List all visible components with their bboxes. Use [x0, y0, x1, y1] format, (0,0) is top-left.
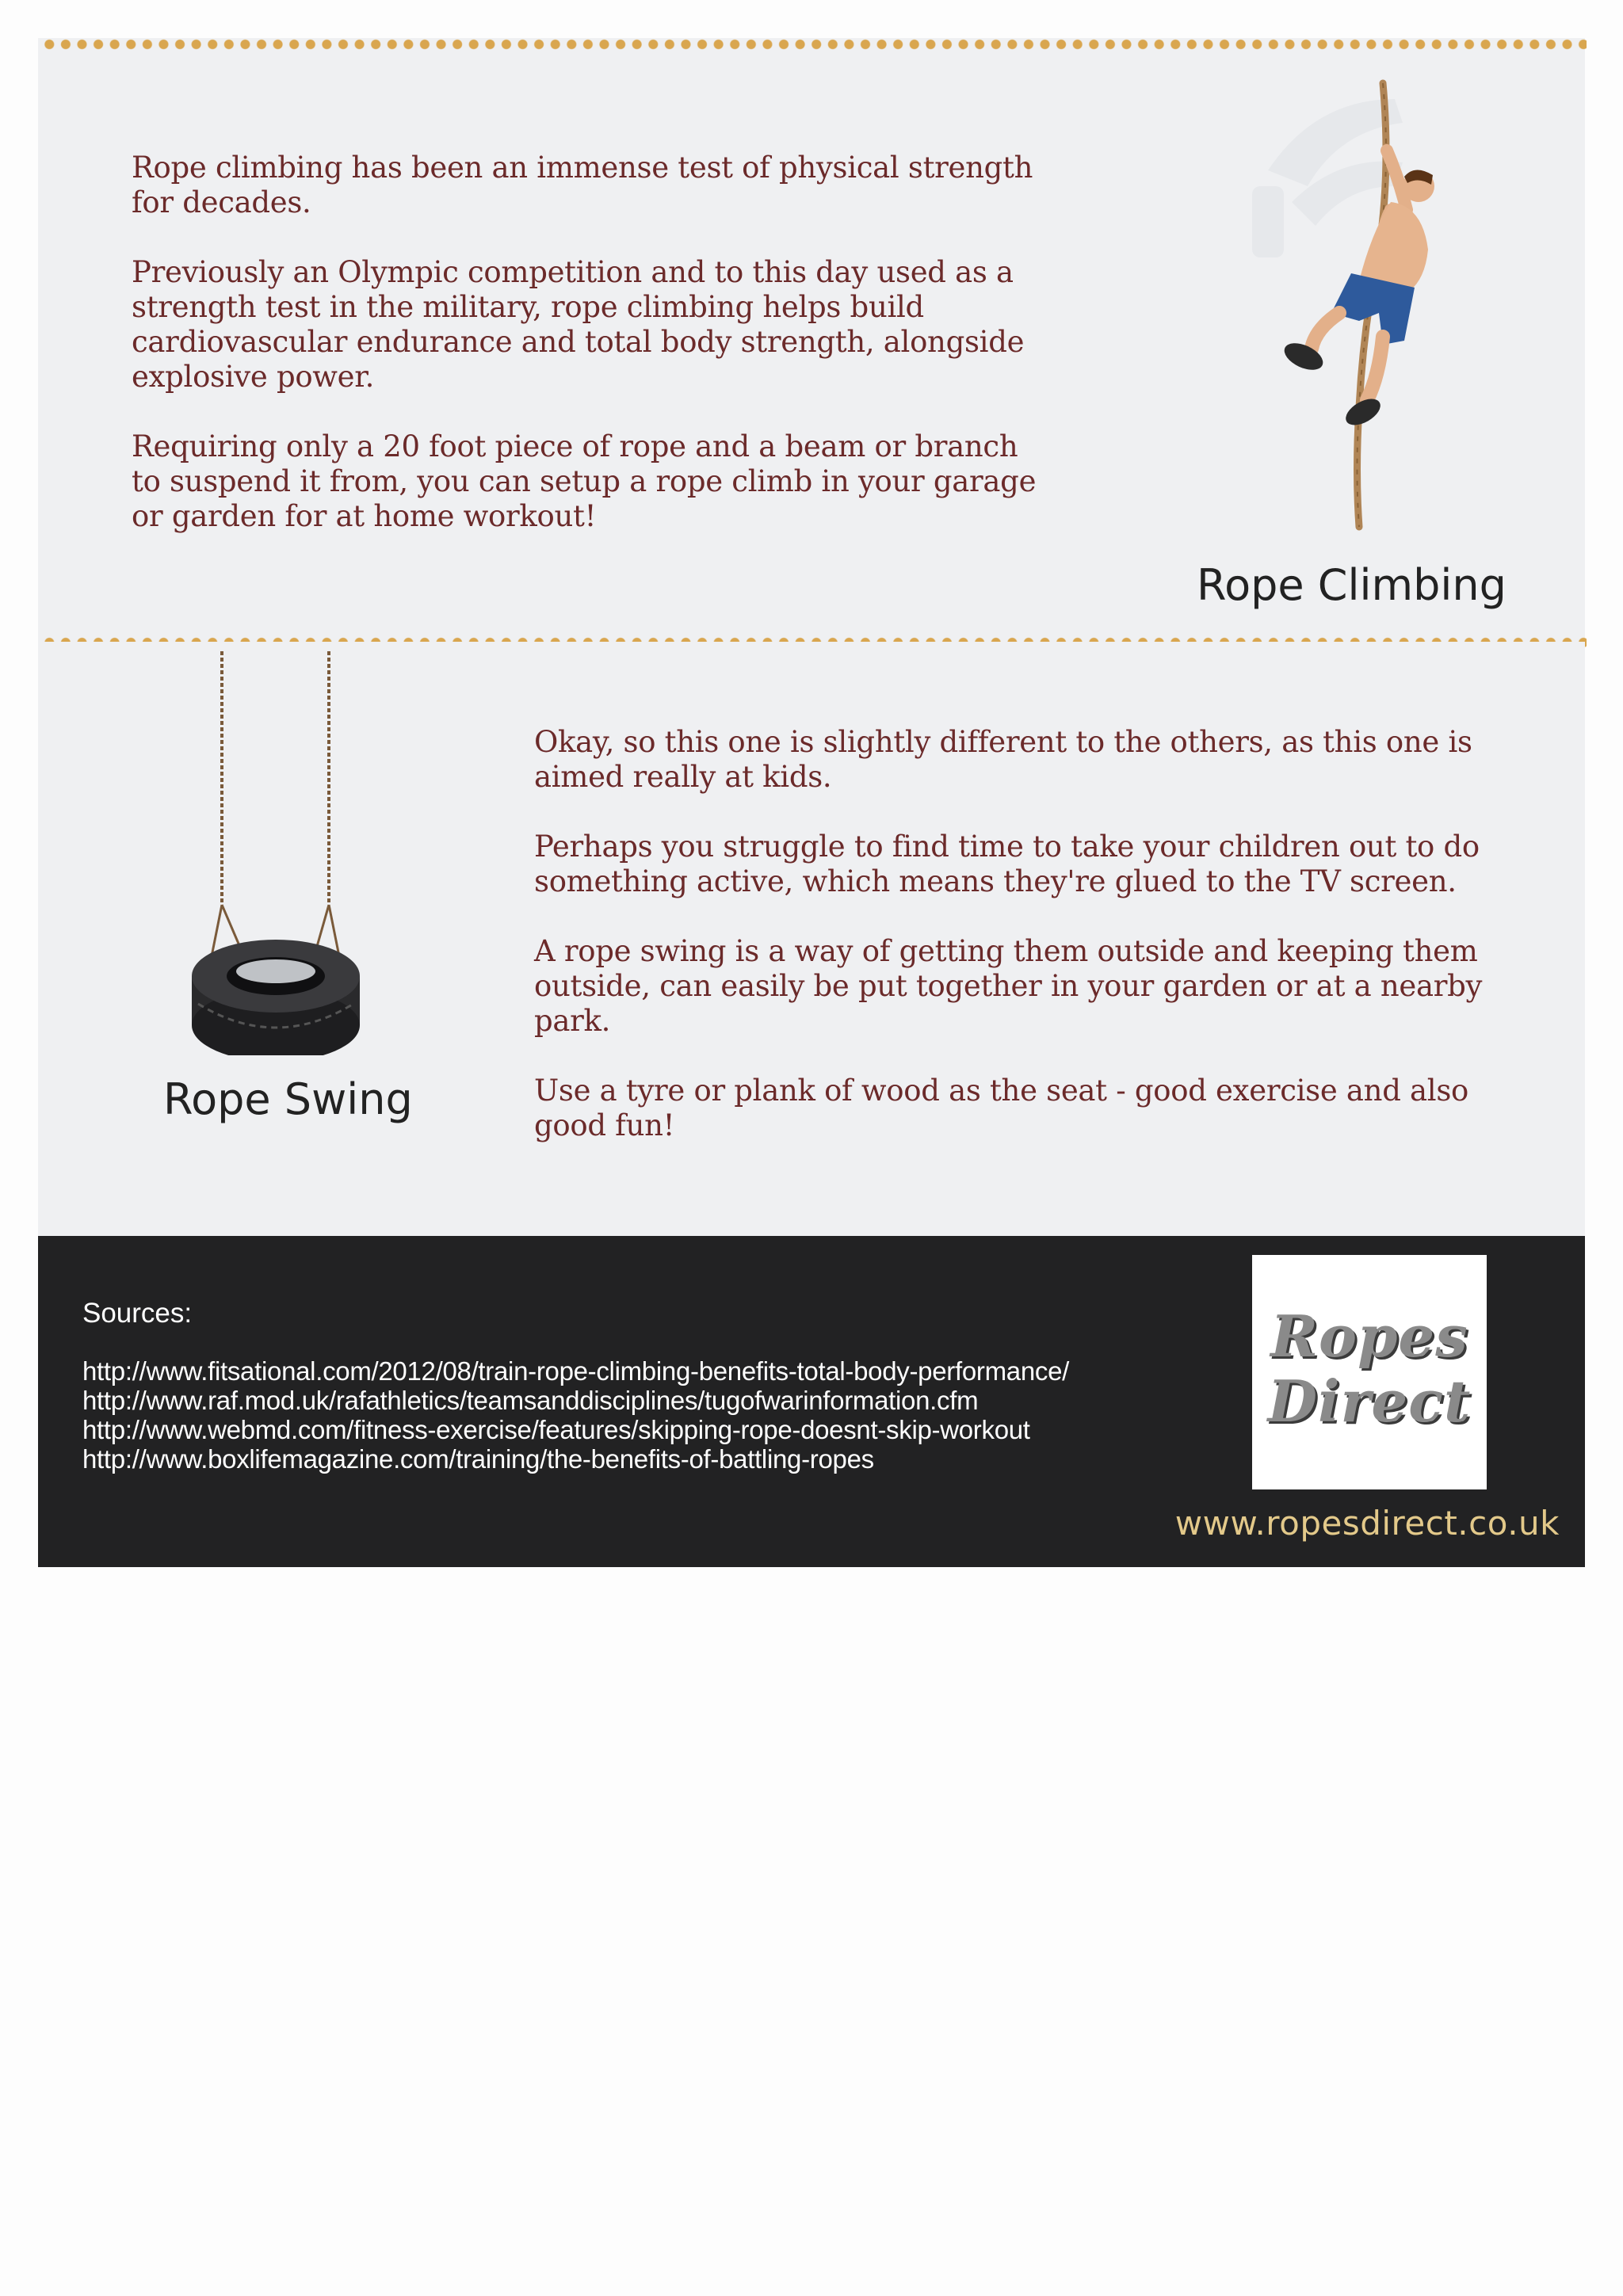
rope-swing-paragraph-1: Okay, so this one is slightly different to the others, as this one is aimed really at kids.: [534, 725, 1472, 794]
sources-list: [82, 1356, 1069, 1474]
rope-climbing-paragraph-2: Previously an Olympic competition and to this day used as a strength test in the military, rope climbing helps build cardiovascular endurance and total body strength, alongside explosive power.: [132, 255, 1025, 394]
source-link[interactable]: http://www.raf.mod.uk/rafathletics/teamsanddisciplines/tugofwarinformation.cfm: [82, 1386, 979, 1415]
source-link[interactable]: http://www.boxlifemagazine.com/training/the-benefits-of-battling-ropes: [82, 1444, 874, 1474]
rope-climbing-paragraph-1: Rope climbing has been an immense test of physical strength for decades.: [132, 151, 1033, 219]
tyre-swing-illustration: [182, 651, 380, 1055]
logo-text-direct: Direct: [1267, 1367, 1472, 1435]
footer: [38, 1236, 1585, 1567]
rope-swing-title: Rope Swing: [163, 1074, 413, 1124]
rope-swing-paragraph-3: A rope swing is a way of getting them outside and keeping them outside, can easily be put together in your garden or at a nearby park.: [534, 934, 1483, 1038]
rope-climbing-paragraph-3: Requiring only a 20 foot piece of rope and a beam or branch to suspend it from, you can setup a rope climb in your garage or garden for at home workout!: [132, 429, 1037, 533]
rope-climber-illustration: [1220, 75, 1458, 535]
website-url[interactable]: www.ropesdirect.co.uk: [1174, 1504, 1560, 1543]
sources-label: Sources:: [82, 1298, 193, 1329]
logo-text-ropes: Ropes: [1270, 1302, 1468, 1370]
ropes-direct-logo: [1252, 1255, 1487, 1489]
source-link[interactable]: http://www.webmd.com/fitness-exercise/features/skipping-rope-doesnt-skip-workout: [82, 1415, 1030, 1444]
rope-swing-paragraph-4: Use a tyre or plank of wood as the seat - good exercise and also good fun!: [534, 1074, 1469, 1142]
rope-climbing-title: Rope Climbing: [1197, 560, 1507, 610]
rope-swing-paragraph-2: Perhaps you struggle to find time to take your children out to do something active, which means they're glued to the TV screen.: [534, 830, 1480, 898]
dotted-divider-top: [41, 39, 1587, 50]
source-link[interactable]: http://www.fitsational.com/2012/08/train-rope-climbing-benefits-total-body-performance/: [82, 1356, 1069, 1386]
